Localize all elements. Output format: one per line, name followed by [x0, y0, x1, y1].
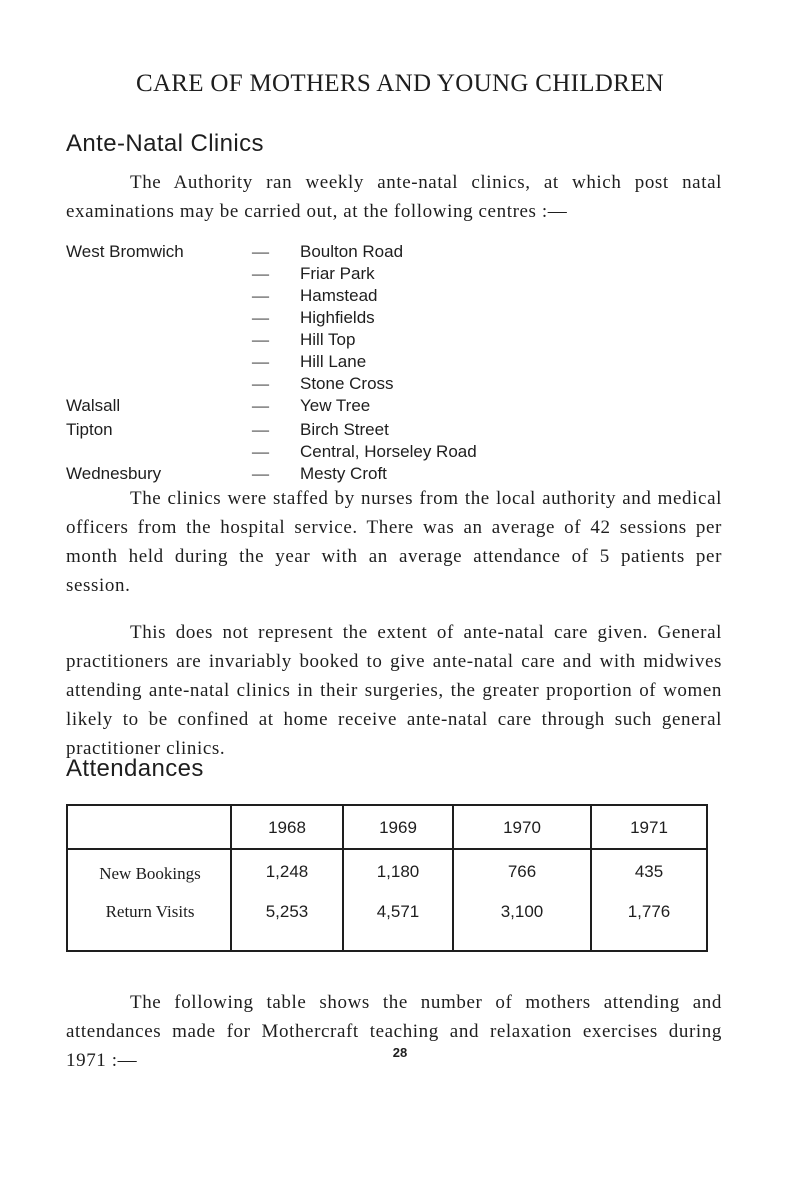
centre-site: Boulton Road [300, 242, 404, 261]
centre-town: West Bromwich [66, 242, 184, 261]
table-cell: 1,248 [265, 862, 309, 881]
page-number: 28 [392, 1045, 408, 1060]
centre-dash: — [252, 330, 269, 349]
list-item [0, 352, 800, 374]
list-item [0, 264, 800, 286]
list-item [0, 464, 800, 486]
centre-dash: — [252, 442, 269, 461]
centre-town: Walsall [66, 396, 121, 415]
list-item [0, 374, 800, 396]
table-cell: 1,776 [627, 902, 671, 921]
mothercraft-text: The following table shows the number of mothers attending and attendances made for Mothercraft teaching and relaxation exercises during 1971 :— [66, 992, 722, 1071]
attendance-table [66, 804, 708, 952]
centre-dash: — [252, 420, 269, 439]
centre-site: Hill Top [300, 330, 356, 349]
row-label-return-visits: Return Visits [105, 902, 195, 921]
centre-dash: — [252, 352, 269, 371]
list-item [0, 442, 800, 464]
list-item [0, 330, 800, 352]
list-item [0, 396, 800, 418]
centre-dash: — [252, 396, 269, 415]
staffing-paragraph [66, 484, 722, 600]
list-item [0, 286, 800, 308]
centre-site: Yew Tree [300, 396, 371, 415]
column-header-1968: 1968 [268, 818, 306, 837]
table-cell: 1,180 [376, 862, 420, 881]
page-title: CARE OF MOTHERS AND YOUNG CHILDREN [135, 70, 665, 97]
centre-site: Hamstead [300, 286, 378, 305]
centre-dash: — [252, 464, 269, 483]
intro-text: The Authority ran weekly ante-natal clinics, at which post natal examinations may be carried out, at the following centres :— [66, 172, 722, 222]
table-cell: 435 [634, 862, 664, 881]
extent-text: This does not represent the extent of ante-natal care given. General practitioners are invariably booked to give ante-natal care and with midwives attending ante-natal clinics in their surgeries, the greater proportion of women likely to be confined at home receive ante-natal care through such general practitioner clinics. [66, 622, 722, 759]
table-cell: 3,100 [500, 902, 544, 921]
centre-site: Mesty Croft [300, 464, 387, 483]
staffing-text: The clinics were staffed by nurses from the local authority and medical officers from the hospital service. There was an average of 42 sessions per month held during the year with an average attendance of 5 patients per session. [66, 488, 722, 596]
column-header-1971: 1971 [630, 818, 668, 837]
centre-site: Highfields [300, 308, 375, 327]
table-cell: 766 [507, 862, 537, 881]
centre-dash: — [252, 286, 269, 305]
mothercraft-paragraph [66, 988, 722, 1075]
intro-paragraph [66, 168, 722, 226]
centre-town: Wednesbury [66, 464, 162, 483]
centre-dash: — [252, 374, 269, 393]
centre-site: Birch Street [300, 420, 389, 439]
centre-dash: — [252, 242, 269, 261]
list-item [0, 242, 800, 264]
table-header-divider [68, 848, 706, 850]
column-header-1970: 1970 [503, 818, 541, 837]
list-item [0, 308, 800, 330]
extent-paragraph [66, 618, 722, 763]
centre-site: Central, Horseley Road [300, 442, 477, 461]
section-heading-ante-natal: Ante-Natal Clinics [66, 130, 264, 157]
centre-site: Hill Lane [300, 352, 367, 371]
centre-town: Tipton [66, 420, 113, 439]
centre-dash: — [252, 308, 269, 327]
list-item [0, 420, 800, 442]
row-label-new-bookings: New Bookings [99, 864, 201, 883]
table-cell: 5,253 [265, 902, 309, 921]
table-cell: 4,571 [376, 902, 420, 921]
column-header-1969: 1969 [379, 818, 417, 837]
section-heading-attendances: Attendances [66, 755, 204, 782]
centre-site: Friar Park [300, 264, 375, 283]
centre-site: Stone Cross [300, 374, 394, 393]
centre-dash: — [252, 264, 269, 283]
